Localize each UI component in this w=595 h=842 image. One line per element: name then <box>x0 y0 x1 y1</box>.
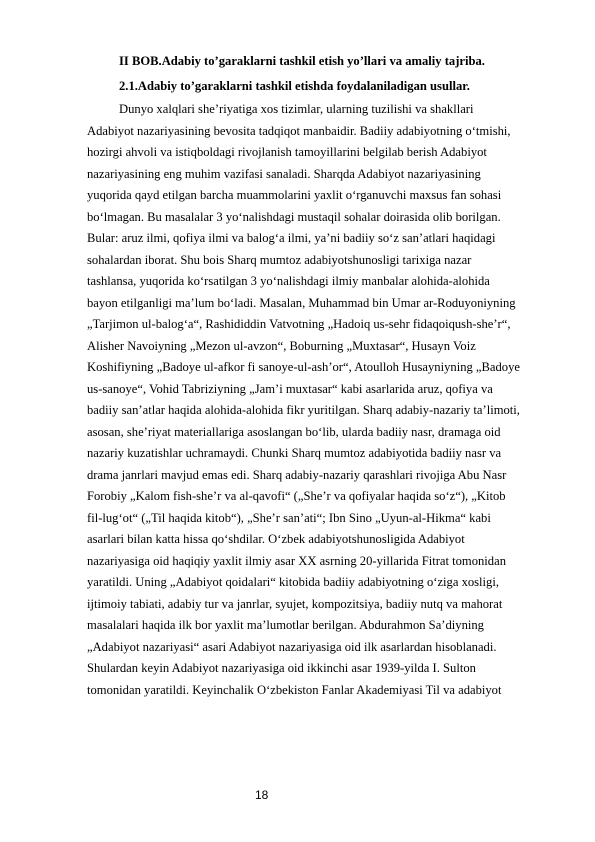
text-line: tomonidan yaratildi. Keyinchalik O‘zbekiston Fanlar Akademiyasi Til va adabiyot <box>87 682 502 697</box>
text-line: Koshifiyning „Badoye ul-afkor fi sanoye-ul-ash’or“, Atoulloh Husayniyning „Badoye <box>87 360 520 374</box>
text-line: Adabiyot nazariyasining bevosita tadqiqot manbaidir. Badiiy adabiyotning o‘tmishi, <box>87 123 511 138</box>
text-line: asarlari bilan katta hissa qo‘shdilar. O‘zbek adabiyotshunosligida Adabiyot <box>87 532 465 546</box>
text-line: yaratildi. Uning „Adabiyot qoidalari“ kitobida badiiy adabiyotning o‘ziga xosligi, <box>87 575 500 589</box>
text-line: „Adabiyot nazariyasi“ asari Adabiyot nazariyasiga oid ilk asarlardan hisoblanadi. <box>87 639 497 654</box>
text-line: tashlansa, yuqorida ko‘rsatilgan 3 yo‘nalishdagi ilmiy manbalar alohida-alohida <box>87 274 490 288</box>
text-line: hozirgi ahvoli va istiqboldagi rivojlanish tamoyillarini belgilab berish Adabiyot <box>87 145 487 159</box>
text-line: nazariyasining eng muhim vazifasi sanaladi. Sharqda Adabiyot nazariyasining <box>87 166 481 181</box>
text-line: Forobiy „Kalom fish-she’r va al-qavofi“ („She’r va qofiyalar haqida so‘z“), „Kitob <box>87 489 506 503</box>
page-number: 18 <box>255 788 269 802</box>
section-heading: 2.1.Adabiy to’garaklarni tashkil etishda foydalaniladigan usullar. <box>119 79 470 93</box>
text-line: ijtimoiy tabiati, adabiy tur va janrlar, syujet, kompozitsiya, badiiy nutq va mahorat <box>87 596 503 611</box>
text-line: fil-lug‘ot“ („Til haqida kitob“), „She’r san’ati“; Ibn Sino „Uyun-al-Hikma“ kabi <box>87 510 491 525</box>
text-line: asosan, she’riyat materiallariga asoslangan bo‘lib, ularda badiiy nasr, dramaga oid <box>87 424 501 439</box>
text-line: Shulardan keyin Adabiyot nazariyasiga oid ikkinchi asar 1939-yilda I. Sulton <box>87 661 476 675</box>
text-line: nazariy kuzatishlar uchramaydi. Chunki Sharq mumtoz adabiyotida badiiy nasr va <box>87 446 502 460</box>
body-text <box>87 99 571 701</box>
chapter-heading: II BOB.Adabiy to’garaklarni tashkil etish yo’llari va amaliy tajriba. <box>119 54 485 68</box>
text-line: Alisher Navoiyning „Mezon ul-avzon“, Boburning „Muxtasar“, Husayn Voiz <box>87 338 476 353</box>
text-line: bo‘lmagan. Bu masalalar 3 yo‘nalishdagi mustaqil sohalar doirasida olib borilgan. <box>87 209 501 224</box>
text-line: sohalardan iborat. Shu bois Sharq mumtoz adabiyotshunosligi tarixiga nazar <box>87 252 472 267</box>
text-line: us-sanoye“, Vohid Tabriziyning „Jam’i muxtasar“ kabi asarlarida aruz, qofiya va <box>87 381 493 396</box>
text-line: nazariyasiga oid haqiqiy yaxlit ilmiy asar XX asrning 20-yillarida Fitrat tomonidan <box>87 553 506 568</box>
text-line: Dunyo xalqlari she’riyatiga xos tizimlar, ularning tuzilishi va shakllari <box>119 102 474 116</box>
text-line: „Tarjimon ul-balog‘a“, Rashididdin Vatvotning „Hadoiq us-sehr fidaqoiqush-she’r“, <box>87 317 511 331</box>
text-line: yuqorida qayd etilgan barcha muammolarini yaxlit o‘rganuvchi maxsus fan sohasi <box>87 188 502 202</box>
text-line: drama janrlari mavjud emas edi. Sharq adabiy-nazariy qarashlari rivojiga Abu Nasr <box>87 467 507 482</box>
text-line: Bular: aruz ilmi, qofiya ilmi va balog‘a ilmi, ya’ni badiiy so‘z san’atlari haqidagi <box>87 231 496 245</box>
text-line: bayon etilganligi ma’lum bo‘ladi. Masalan, Muhammad bin Umar ar-Roduyoniyning <box>87 295 516 310</box>
text-line: masalalari haqida ilk bor yaxlit ma’lumotlar berilgan. Abdurahmon Sa’diyning <box>87 618 484 632</box>
text-line: badiiy san’atlar haqida alohida-alohida fikr yuritilgan. Sharq adabiy-nazariy ta’limoti, <box>87 403 520 417</box>
